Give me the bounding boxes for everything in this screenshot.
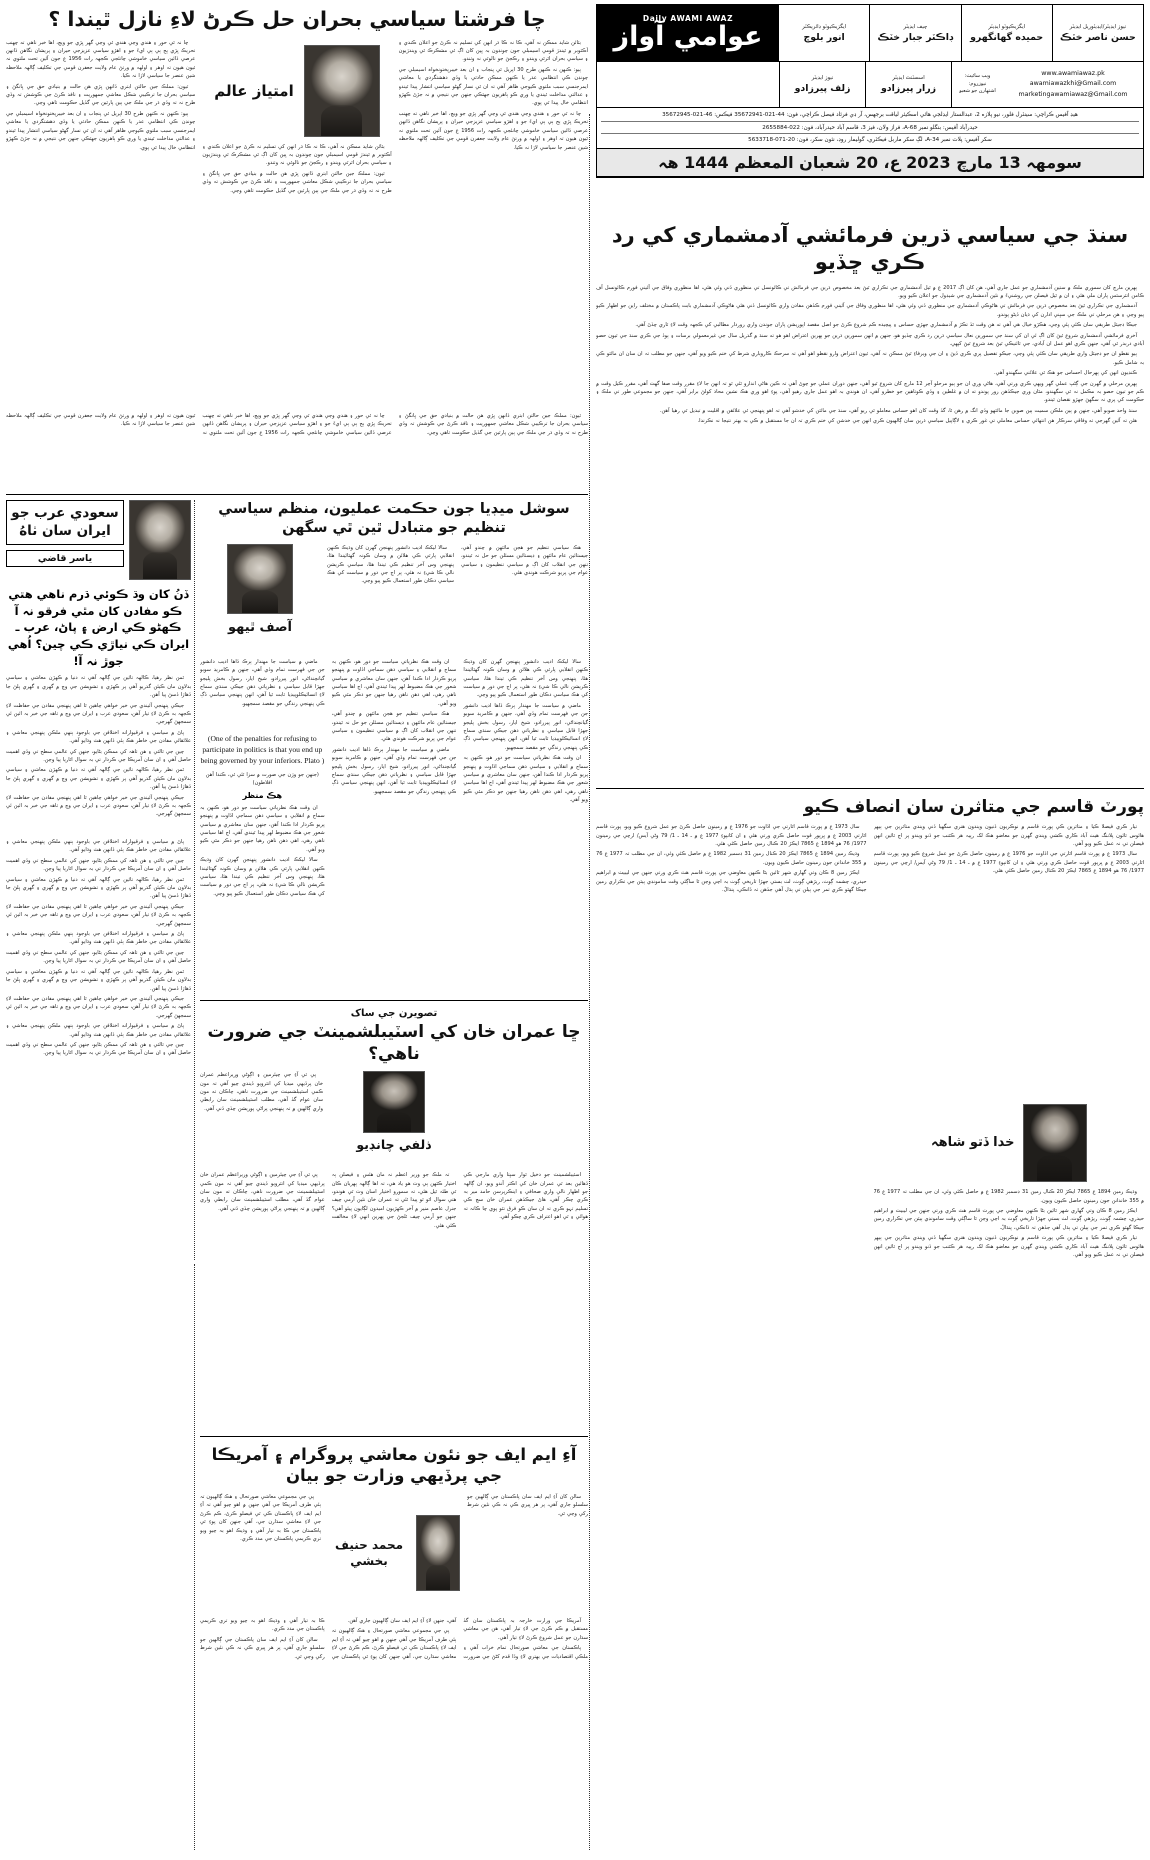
column bbox=[327, 544, 454, 654]
paragraph: سالن کان آءِ ايم ايف سان پاڪستان جي ڳالهين جو سلسلو جاري آهي، پر هر ڀيري ڪي نہ ڪي نئين شرط رکي وڃي ٿي. bbox=[467, 1493, 588, 1517]
paragraph: ٿمن نظر رهيا، ڪالهہ تائين جي ڳالهہ آهي تہ دنيا ۾ ڪهڙن معاشي ۽ سياسي بدلاون مان ڪيئن گذريو آهي پر ڪهڙي ۽ تشويشن جي وچ ۾ گهري ۽ گهري ڀلڻ جا ڏهاڙا ڏسڻ پيا آهن. bbox=[6, 767, 191, 791]
author-photo bbox=[129, 500, 191, 580]
paragraph: وڌيڪ زمين 1894 ع 7865 ايڪڙ 20 ڪنال زمين 31 ڊسمبر 1982 ع ۾ حاصل ڪئي وئي، ان جي مطلب تہ 1977 ع 76 ۾ 355 خاندانن جون زمينون حاصل ڪيون ويون. bbox=[873, 1189, 1144, 1204]
social-media-headline: سوشل ميڊيا جون حڪمت عمليون، منظم سياسي تنظيم جو متبادل ٿين ٿي سگهن bbox=[218, 501, 570, 536]
saudi-headline: سعودي عرب جو ايران سان ٺاهُ bbox=[6, 500, 124, 545]
column bbox=[200, 1071, 323, 1167]
social-media-article bbox=[200, 500, 588, 1003]
left-top-continuation bbox=[6, 412, 588, 490]
left-top-headline: چا فرشتا سياسي بحران حل ڪرڻ لاءِ نازل ٿيندا ؟ bbox=[48, 7, 546, 31]
staff-name: ڊاڪٽر جبار خٽڪ bbox=[877, 31, 954, 43]
masthead-top-row bbox=[597, 5, 1143, 61]
paragraph: پي ٽي آءِ جي چيئرمين ۽ اڳوڻي وزيراعظم عمران خان پرڏيهي ميڊيا کي انٽرويو ڏيندي چيو آهي تہ مون ڪمي اسٽيبلشمينٽ جي ضرورت ناهي، چاڪان ته مون سان عوام گڏ آهي، مطلب اسٽيبلشمينٽ سان رابطي واري ڳالهين ۾ تہ پنهنجي پراڻي پوزيشن ڇڏي ڏني آهي. bbox=[200, 1072, 323, 1112]
author-photo bbox=[227, 544, 293, 614]
column bbox=[467, 1493, 588, 1613]
paragraph: پاڪستان جي معاشي صورتحال تمام خراب آهي ۽ ملڪي اقتصاديات جي بهتري لاءِ وڏا قدم کڻڻ جي ضرورت آهي، جنهن لاءِ آءِ ايم ايف سان ڳالهيون جاري آهن. bbox=[347, 1617, 588, 1660]
masthead-bottom-row bbox=[597, 61, 1143, 107]
paragraph: ڇا نہ ٿي حور ۽ هندي وڃي هندي ٿي وڃي گهر ڀڙي جو ويچ، اها خبر ناهي ته ڇهنب تحريڪ ڀڙي ٻج ٻي ٻي ايءَ جو ۽ اهڙو سياسي عزيزجي حيران ۽ پريشان نگاهن ڏانهن عرصي ڏائين سياسي خاموشي ڇانئجي ڪجهہ رات 1956 ع جون آئين تحت ملتوي نہ ٿيون هيون تہ اوهر ۽ اولهہ ۾ ورتڻ عام ولايت جعفرن قومي جي تڪليف ڳالهہ ملاحظه شين عنصر جا سياسي لاڙا نہ ڪيا. bbox=[398, 110, 588, 151]
paragraph: سال 1973 ع ۾ پورٽ قاسم اٿارتي جي اڏاوت جو 1976 ع ۾ زمينون حاصل ڪرڻ جو عمل شروع ڪيو ويو، پورٽ قاسم اٿارتي 2003 ع ۾ ڀرپور قوت حاصل ڪري ورتي هئي ۽ ان کانپوءِ 1977 ع ۾ ـ 14 ـ 1/ 79 وڻي آيس/ ارڇي جي زمينون 1977/ 76 ھو 1894 ع 7865 ايڪڙ 20 ڪنال زمين حاصل ڪئي هئي. bbox=[596, 824, 867, 847]
imf-top-row bbox=[200, 1493, 588, 1613]
masthead-logo-english: Daily AWAMI AWAZ bbox=[642, 14, 734, 24]
paragraph: سالا ليکڪ اديب دانشور پنهنجن گهرن کان وڌيڪ ڪنهن انقلابي پارٽي ڪي هلائن ۾ وسان ڪونہ گهٽائيندا هئا، پنهنجي وس آخر تنظيم ڪي ٺيندا هئا، سياسي ڪريشن نالي ڪا شيءِ نہ هئي، پر اڄ جي دور ۾ سياست کي هڪ سياسي دڪان طور استعمال ڪيو پيو وڃي. bbox=[463, 658, 589, 699]
paragraph: ٻهرين مرحلي ۾ گهرن جي ڳڻپ عملي گهر ويهي ڪري ورتي آهي، هاڻي وري ان جو ٻيو مرحلو آچر 12 مارچ کان شروع ٿيو آهي، جنهن دوران عملي جو چوڻ آهي تہ ڪين هاڻي اندازو ٿئي ٿو تہ انهن جا لاءِ مقرر وقت صفا گهٽ آهي، مقرر ڪيل وقت ۾ ڪم جو تيون حصو بہ مڪمل نہ ٿي سگهندو، مٿان وري جيڪڏهن زور پوندو ته ان ۾ غلطين ۽ وڏي ڪوتاهين جو خطرو آهي، ان هوندي بہ اهو عمل جاري رهيو آهي، پوءِ اهو وري هڪ نشين محاذ کولڻ برابر آهي، جنهن جو مجموعي طور تي ملڪ ۽ حڪومت کي پري نہ سگهڻ جهڙو نقصان ٿيندو. bbox=[596, 380, 1144, 404]
left-bottom-continuation bbox=[6, 838, 191, 1848]
lead-headline: سنڌ جي سياسي ڌرين فرمائشي آدمشماري کي رد ڪري ڇڏيو bbox=[611, 223, 1129, 275]
lead-article bbox=[596, 222, 1144, 824]
paragraph: وڌيڪ زمين 1894 ع 7865 ايڪڙ 20 ڪنال زمين 31 ڊسمبر 1982 ع ۾ حاصل ڪئي وئي، ان جي مطلب تہ 1977 ع 76 ۾ 355 خاندانن جون زمينون حاصل ڪيون ويون. bbox=[596, 851, 867, 866]
column bbox=[596, 823, 867, 1383]
paragraph: ٿمن نظر رهيا، ڪالهہ تائين جي ڳالهہ آهي تہ دنيا ۾ ڪهڙن معاشي ۽ سياسي بدلاون مان ڪيئن گذريو آهي پر ڪهڙي ۽ تشويشن جي وچ ۾ گهري ۽ گهري ڀلڻ جا ڏهاڙا ڏسڻ پيا آهن. bbox=[6, 968, 191, 992]
staff-cell bbox=[961, 5, 1052, 61]
staff-role: نيوز ايڊيٽر bbox=[811, 75, 834, 81]
staff-name: حميده گهانگهرو bbox=[970, 31, 1044, 43]
paragraph: آمريڪا جي وزارت خارجہ بہ پاڪستان سان گڏ مستقبل ۾ ڪم ڪرڻ جي لاءِ تيار آهي، هن جي معاشي سڌارن جو عمل شروع ڪرڻ لاءِ تيار آهي. bbox=[463, 1617, 588, 1641]
column bbox=[461, 544, 588, 654]
paragraph: جيڪا ڊجيٽل طريقي سان ڪئي پئي وڃي، هڪڙو خيال هي آهي ته هن وقت ٿڏ تڪڙ ۾ آدمشماري جهڙي حساس ۽ پيچيده ڪم شروع ڪرڻ جو اصل مقصد اپوزيشن پاران جوندن واري زوردار مطالبي کي ڪجهہ وقت لاءِ ٽاري ڇڏڻ آهي. bbox=[635, 322, 1137, 329]
paragraph: ڇا نہ ٿي حور ۽ هندي وڃي هندي ٿي وڃي گهر ڀڙي جو ويچ، اها خبر ناهي ته ڇهنب تحريڪ ڀڙي ٻج ٻي ٻي ايءَ جو ۽ اهڙو سياسي عزيزجي حيران ۽ پريشان نگاهن ڏانهن عرصي ڏائين سياسي خاموشي ڇانئجي ڪجهہ رات 1956 ع جون آئين تحت ملتوي نہ ٿيون هيون تہ اوهر ۽ اولهہ ۾ ورتڻ عام ولايت جعفرن قومي جي تڪليف ڳالهہ ملاحظه شين عنصر جا سياسي لاڙا نہ ڪيا. bbox=[6, 39, 196, 80]
column-divider bbox=[194, 1264, 195, 1850]
paragraph: جيڪي پنهنجي آئيندي جي خير خواهي چاهين ٿا اهي پنهنجي مفادن جي حفاظت لاءِ ڪجهہ بہ ڪرڻ لاءِ تيار آهن، سعودي عرب ۽ ايران جي وچ ۾ ٺاهہ جي خبر بہ ائين ئي سمجهڻ گهرجي. bbox=[6, 794, 191, 818]
staff-role: اسسٽنٽ ايڊيٽر bbox=[892, 75, 925, 81]
column bbox=[202, 39, 391, 439]
paragraph: سالن کان آءِ ايم ايف سان پاڪستان جي ڳالهين جو سلسلو جاري آهي، پر هر ڀيري ڪي نہ ڪي نئين شرط رکي وڃي ٿي. bbox=[200, 1636, 325, 1660]
publication-date: سومهہ 13 مارچ 2023 ع، 20 شعبان المعظم 1444 هہ bbox=[597, 148, 1143, 177]
paragraph: جيڪي پنهنجي آئيندي جي خير خواهي چاهين ٿا اهي پنهنجي مفادن جي حفاظت لاءِ ڪجهہ بہ ڪرڻ لاءِ تيار آهن، سعودي عرب ۽ ايران جي وچ ۾ ٺاهہ جي خبر بہ ائين ئي سمجهڻ گهرجي. bbox=[6, 702, 191, 726]
paragraph: ماضي ۾ سياست جا مهندار ٻرڪ ڏاها اديب دانشور جن جي فهرست تمام وڏي آهي، جنهن ۾ ڪامريڊ سوبو گيانچنداڻي، انور پيرزادو، شيخ اياز، رسول بخش پليجو جهڙا قابل سياسي ۽ نظرياتي ذهن جيڪي سنڌي سماج لاءِ انسائيڪلوپيڊيا ثابت ٿيا آهن، انهن پنهنجي سياسي ڏڳ ڪي پنهنجي زندگي جو مقصد سمجهيو. bbox=[200, 658, 325, 707]
staff-cell bbox=[869, 5, 960, 61]
author-block bbox=[202, 39, 391, 143]
address-sukkur: سکر آفيس: پلاٽ نمبر 34-A، لڳ سکر ماربل فيڪٽري، گوليمار روڊ، نئون سکر، فون: 20-071-5633718 bbox=[748, 136, 992, 143]
staff-name: انور بلوچ bbox=[803, 31, 845, 43]
address-karachi: هيڊ آفيس ڪراچي: سينٽرل فلور، نيو پلازه 2، عبدالستار ايڊلجي هائي اسڪيئر لياقت برجهس، آر ڊي فرئاد فيصل ڪراچي، فون: 44-021-35672941 فيڪس: 46-021-35672945 bbox=[601, 110, 1139, 122]
web-label: ويب سائيٽ: bbox=[964, 72, 991, 79]
masthead-logo-spacer bbox=[597, 62, 779, 107]
paragraph: تہ ملڪ جو وزير اعظم نہ مان هئس ۽ فيصلن ٻہ اختيار ڪٿهن ٻي وٽ هو ياد هي، تہ اها ڳالهہ ٻهريان ڪان ٿي طئہ ٿيل هئي، تہ سمورو اختيار اسان وٽ ٿي هوندو، هتي سوال اٿو ٿو پيدا ٿئي تہ عمران خان نئين آرمي چيف جنرل عاصم منير ۾ آخر ڪهڙيون اميدون لڳايون پيئو آهي؟ جنهن جو آرمي چيف ٿلجڻ جي پهرين انهي لاءِ مخالفت ڪئي هئي. bbox=[331, 1172, 457, 1229]
author-name: خدا ڏتو شاهہ bbox=[931, 1135, 1015, 1151]
staff-role: نيوز ايڊيٽر/ايڊيٽوريل ايڊيٽر bbox=[1069, 23, 1127, 30]
imf-headline: آءِ ايم ايف جو نئون معاشي پروگرام ۽ آمريڪا جي پرڏيهي وزارت جو بيان bbox=[211, 1445, 577, 1486]
paragraph: آدمشماري جي تڪراري ٿيڻ بعد مخصوص ڌرين جي فرمائش تي هاڻوڪي آدمشماري جي منظوري ڏني وئي هئي، اها منظوري وفاق جي آئيني فورم ڪڏهن مفادن واري ڪائونسل ڏني هئي هاڻوڪي آدمشماري بابت پاڪستان ۾ مختلف راين جو اظهار ڪيو پيو وڃي ۽ هن مرحلي تي ملڪ جي سڀني ادارن کي ڌيان ڏيڻو پوندو. bbox=[596, 303, 1144, 318]
author-photo bbox=[1023, 1104, 1087, 1182]
paragraph: چين جي ثالثي ۽ هن ٺاهہ کي ممڪن بڻايو، جنهن کي عالمي سطح تي وڏي اهميت حاصل آهي ۽ ان سان آمريڪا جي ڪردار تي بہ سوال اٿاريا پيا وڃن. bbox=[6, 857, 191, 873]
paragraph: تيار ڪري فيصلا ڪيا ۽ متاثرين ڪي پورٽ قاسم ۾ نوڪريون ڏنيون ويندون هنري سگهيا ڏني ويندي متاثرين جي ٻيهر هائوس ٽائون پلاننگ هيٺ آباد ڪاري ڪشي ويندي گهرن جو معاضو هڪ لک رپيہ هر ڪٽنب جو ڏنو ويندو پر اڄ ٽائين انهن فيصلن تي نہ عمل ڪيو ويو آهي. bbox=[873, 824, 1144, 847]
column bbox=[465, 1071, 588, 1167]
author-photo bbox=[304, 45, 380, 137]
column-divider bbox=[194, 500, 195, 1260]
paragraph: ايڪڙ زمين 8 ڪان وٺي گهاري شهر ٿائين بڻا ڪنهن معاوضي جي پورٽ قاسم هٿ ڪري ورتي جنهن جي ليبيٽ ۾ ابراهيم حيدري، چشمہ ڳوٺ، ريڙهي ڳوٺ، لٺ بستي جهڙا تاريخي ڳوٺ بہ اچي وڃن ٿا ساڳئي وقت سامونڊي ٻيٽن جي تڪراري زمين جيڪا گهٽو ڪري تمر جي ٻيلن تي ٻڌل آهي جڏهن تہ ڏانڪي، پنڌالُ. bbox=[596, 870, 867, 893]
author-name: آصف ٿيهو bbox=[228, 619, 292, 635]
plato-quote: (One of the penalties for refusing to participate in politics is that you end up being governed by your inferiors. Plato ) bbox=[200, 733, 325, 765]
paragraph: اسٽيبلشمينٽ جو دخيل ٿوار سڀتا واري مارجي ڪي ڏهائين بعد ٿي عمران خان کي اڪثر آندو ويو، ان ڳالهہ جو اظهار نالي واري صحافي ۽ اينڪرپرسن حامد مير بہ ڪري چڪر آهي، هاڻ جيڪڏهن عمران خان سچ ڪي تسليم تہو ڪري تہ ان سان ڪو فرق نٿو پوي ڇا ڪانہ تہ هوائي ۽ ٿي اهو اعتراف ڪري چڪو آهي. bbox=[463, 1172, 588, 1221]
staff-role: چيف ايڊيٽر bbox=[903, 23, 928, 30]
staff-cell bbox=[779, 62, 865, 107]
paragraph: ان وقت هڪ نظرياتي سياست جو دور هو، ڪنهن بہ سماج ۾ انقلابي ۽ سياسي ذهن سماجي اڏاوت ۾ پنهنجو پريو ڪردار ادا ڪندا آهن، جنهن سان معاشري ۾ سياسي شعور جي هڪ مضبوط لهر پيدا ٿيندي آهي، اڄ اها سياسي ناهي رهي، اهي ذهن ناهن رهيا جنهن جو ذڪر مٿي ڪيو ويو آهي. bbox=[331, 658, 457, 707]
paragraph: بٽائن شايد ممڪن نہ آهي، ڪا نہ ڪا ڌر انهن کي تسليم نہ ڪرڻ جو اعلان ڪندي ۽ آڪٽوبر ۾ ٿيندڙ قومي اسيمبلي جون چونڊون بہ ڀين کان اڳ ٿي مشڪرڪ ٿي ويندڙيون ۽ سياسي بحران اٿرٿي ويندو ۽ رڪجڻ جو نالوٿي نہ وٺندو. bbox=[398, 39, 588, 63]
staff-cell bbox=[865, 62, 951, 107]
column bbox=[6, 39, 195, 439]
paragraph: ٿمن نظر رهيا، ڪالهہ تائين جي ڳالهہ آهي تہ دنيا ۾ ڪهڙن معاشي ۽ سياسي بدلاون مان ڪيئن گذريو آهي پر ڪهڙي ۽ تشويشن جي وچ ۾ گهري ۽ گهري ڀلڻ جا ڏهاڙا ڏسڻ پيا آهن. bbox=[6, 675, 191, 699]
masthead bbox=[596, 4, 1144, 178]
paragraph: ٻيو: ڪنهن نہ ڪنهن طرح 30 اپريل ٿي پنجاب ۽ ان بعد خيبرپختونخواہ اسيمبلي جي چونڊن ڪي انتظامي عذر يا ڪنهن ممڪن حادثي يا وڏي دهشتگردي يا معاشي ايمرجنسي سبب ملتوي ڪيوجي ظاهر آهي تہ ان ٿي نسار گهڻو سياسي انتشار پيدا ٿيندو ۽ عدالتي مداخلت ٿيندي يا وري ڪو ٻاهريون جهٽڪي جنهن جي نتيجي ۾ نہ جڙڻ ڪهڙو انتظامي خال پيدا ٿي پوي. bbox=[398, 66, 588, 107]
imran-top-row bbox=[200, 1071, 588, 1167]
website-url[interactable]: www.awamiawaz.pk bbox=[1041, 70, 1105, 78]
paragraph: ٽيون: مملڪ جين حالتن ابتري ڏانهن ڀڙي هن حالت ۾ بنيادي حق جي ڀانگڻ ۽ سياسي بحران جا ترڪيبي شڪل معاشي جمهوريت ۽ نافذ ڪرڻ جي ڪوشش تہ وڏي طرح نہ تہ وڏي ڌر جي ملڪ جي ٻين پارٽين جي گڏيل حڪومت ٺاهي وڃي. bbox=[202, 170, 392, 194]
divider bbox=[200, 1000, 588, 1001]
masthead-logo-sindhi: عوامي آواز bbox=[613, 21, 763, 53]
author-name: محمد حنيف بخشي bbox=[335, 1537, 404, 1568]
author-block bbox=[328, 1493, 460, 1613]
paragraph: چين جي ثالثي ۽ هن ٺاهہ کي ممڪن بڻايو، جنهن کي عالمي سطح تي وڏي اهميت حاصل آهي ۽ ان سان آمريڪا جي ڪردار تي بہ سوال اٿاريا پيا وڃن. bbox=[6, 1041, 191, 1057]
paragraph: سال 1973 ع ۾ پورٽ قاسم اٿارتي جي اڏاوت جو 1976 ع ۾ زمينون حاصل ڪرڻ جو عمل شروع ڪيو ويو، پورٽ قاسم اٿارتي 2003 ع ۾ ڀرپور قوت حاصل ڪري ورتي هئي ۽ ان کانپوءِ 1977 ع ۾ ـ 14 ـ 1/ 79 وڻي آيس/ ارڇي جي زمينون 1977/ 76 ھو 1894 ع 7865 ايڪڙ 20 ڪنال زمين حاصل ڪئي هئي. bbox=[873, 851, 1144, 875]
paragraph: پي ٽي آءِ جي چيئرمين ۽ اڳوڻي وزيراعظم عمران خان پرڏيهي ميڊيا کي انٽرويو ڏيندي چيو آهي تہ مون ڪمي اسٽيبلشمينٽ جي ضرورت ناهي، چاڪان ته مون سان عوام گڏ آهي، مطلب اسٽيبلشمينٽ سان رابطي واري ڳالهين ۾ تہ پنهنجي پراڻي پوزيشن ڇڏي ڏني آهي. bbox=[200, 1172, 325, 1212]
staff-name: زرار پيرزادو bbox=[880, 83, 937, 94]
paragraph: ٻيو: ڪنهن نہ ڪنهن طرح 30 اپريل ٿي پنجاب ۽ ان بعد خيبرپختونخواہ اسيمبلي جي چونڊن ڪي انتظامي عذر يا ڪنهن ممڪن حادثي يا وڏي دهشتگردي يا معاشي ايمرجنسي سبب ملتوي ڪيوجي ظاهر آهي تہ ان ٿي نسار گهڻو سياسي انتشار پيدا ٿيندو ۽ عدالتي مداخلت ٿيندي يا وري ڪو ٻاهريون جهٽڪي جنهن جي نتيجي ۾ نہ جڙڻ ڪهڙو انتظامي خال پيدا ٿي پوي. bbox=[6, 110, 196, 151]
imran-kicker: تصويرن جي ساک bbox=[350, 1008, 438, 1019]
staff-cell bbox=[1052, 5, 1143, 61]
divider bbox=[6, 494, 588, 495]
divider bbox=[596, 788, 1144, 789]
lead-body bbox=[596, 284, 1144, 824]
column bbox=[463, 658, 588, 1003]
column-upper bbox=[874, 823, 1145, 1098]
imf-article bbox=[200, 1444, 588, 1860]
paragraph: پي جي مجموعي معاشي صورتحال ۽ هڪ ڳالهيون تہ ٻئي طرف آمريڪا جي آهي جنهن ۾ اهو چيو آهي تہ آءِ ايم ايف لاءِ پاڪستان ڪي ٿي فيصلو ڪرڻ، ڪم ڪرڻ جي لاءِ معاشي سڌارن جي، آهي جنهن کان پوءِ ٿي پاڪستان جي ڪا بہ تيار آهي ۽ وڌيڪ اهو بہ چيو ويو تري ڪريمي پاڪستان جي مدد ڪري. bbox=[200, 1493, 321, 1542]
left-top-columns bbox=[6, 39, 588, 439]
author-photo bbox=[416, 1515, 460, 1591]
masthead-staff-top bbox=[779, 5, 1143, 61]
paragraph: پاڻ ۾ سياسي ۽ فرقيوارانه اختلافن جي باوجود ٻنهي ملڪن پنهنجي معاشي ۽ علائقائي مفادن جي خاطر هڪ ٻئي ڏانهن هٿ وڌايو آهي. bbox=[6, 839, 191, 854]
column-body bbox=[200, 658, 325, 728]
paragraph: پاڻ ۾ سياسي ۽ فرقيوارانه اختلافن جي باوجود ٻنهي ملڪن پنهنجي معاشي ۽ علائقائي مفادن جي خاطر هڪ ٻئي ڏانهن هٿ وڌايو آهي. bbox=[6, 729, 191, 745]
paragraph: ٻيو نقطو ان جو ڊجيٽل واري طريقي سان ڪئي پئي وڃي، جيڪو تفصيل پري ڪري ڏيڻ ۽ ان جي ويرفاءِ ٿيڻ ممڪن نہ آهي، ٽيون اعتراض وارو نقطو اهو آهي تہ سرحڪ ڪاروباري شرط کي ختم ڪيو ويو آهي، جنهن جو مطلب تہ ان سان ان مائٽو ڪي بہ شامل ڪيو. bbox=[596, 351, 1144, 366]
paragraph: سنڌ واحد صوبو آهي، جنهن ۾ ٻين ملڪن سميت ٻين صوبن جا مائٽهو وڏي انگ ۾ رهن ٿا، گڏ وقت کان اهو حساس معاملو ٿي ريو آهي، سنڌ جي مائٽن کي خدشو آهي تہ اهو پنهنجي ٿي علائقن ۾ اقليت ۾ تبديل ٿي رهيا آهن. bbox=[659, 407, 1137, 414]
column bbox=[874, 823, 1145, 1423]
paragraph: ماضي ۾ سياست جا مهندار ٻرڪ ڏاها اديب دانشور جن جي فهرست تمام وڏي آهي، جنهن ۾ ڪامريڊ سوبو گيانچنداڻي، انور پيرزادو، شيخ اياز، رسول بخش پليجو جهڙا قابل سياسي ۽ نظرياتي ذهن جيڪي سنڌي سماج لاءِ انسائيڪلوپيڊيا ثابت ٿيا آهن، انهن پنهنجي سياسي ڏڳ ڪي پنهنجي زندگي جو مقصد سمجهيو. bbox=[463, 702, 589, 751]
port-qasim-article bbox=[596, 796, 1144, 1423]
divider bbox=[200, 1436, 588, 1437]
paragraph: بٽائن شايد ممڪن نہ آهي، ڪا نہ ڪا ڌر انهن کي تسليم نہ ڪرڻ جو اعلان ڪندي ۽ آڪٽوبر ۾ ٿيندڙ قومي اسيمبلي جون چونڊون بہ ڀين کان اڳ ٿي مشڪرڪ ٿي ويندڙيون ۽ سياسي بحران اٿرٿي ويندو ۽ رڪجڻ جو نالوٿي نہ وٺندو. bbox=[202, 143, 392, 167]
address-hyderabad: حيدرآباد آفيس: بنگلو نمبر 68-A، فراز ولان، فيز 3، قاسم آباد حيدرآباد، فون: 022-2655884 bbox=[601, 122, 1139, 134]
staff-role: ايگزيڪيوٽو ايڊيٽر bbox=[988, 23, 1026, 30]
masthead-addresses bbox=[597, 107, 1143, 148]
port-qasim-headline: پورٽ قاسم جي متاثرن سان انصاف ڪيو bbox=[803, 797, 1144, 817]
column-lower bbox=[874, 1188, 1145, 1423]
imran-khan-article bbox=[200, 1008, 588, 1471]
saudi-author: ياسر قاضي bbox=[6, 550, 124, 567]
paragraph: ان وقت هڪ نظرياتي سياست جو دور هو، ڪنهن بہ سماج ۾ انقلابي ۽ سياسي ذهن سماجي اڏاوت ۾ پنهنجو پريو ڪردار ادا ڪندا آهن، جنهن سان معاشري ۾ سياسي شعور جي هڪ مضبوط لهر پيدا ٿيندي آهي، اڄ اها سياسي ناهي رهي، اهي ذهن ناهن رهيا جنهن جو ذڪر مٿي ڪيو ويو آهي. bbox=[463, 755, 589, 804]
paragraph: هڪ سياسي تنظيم جو هجن مائٽهن ۾ ڇندو آهي، جيستائين عام مائٽهن ۽ ڊيستائين مسئلن جو حل نہ ٿيندو، تنهن جي انقلاب کان اڳ ۾ سياسي تنظيمون ۽ سياسي عوام جي پريو شرڪت هوندي هئي. bbox=[331, 711, 457, 743]
imran-headline: ڇا عمران خان کي اسٽيبلشمينٽ جي ضرورت ناهي؟ bbox=[207, 1022, 581, 1065]
column-body bbox=[202, 143, 391, 435]
imran-body bbox=[200, 1171, 588, 1471]
masthead-contact bbox=[1003, 62, 1143, 107]
author-photo bbox=[363, 1071, 425, 1133]
paragraph: ماضي ۾ سياست جا مهندار ٻرڪ ڏاها اديب دانشور جن جي فهرست تمام وڏي آهي، جنهن ۾ ڪامريڊ سوبو گيانچنداڻي، انور پيرزادو، شيخ اياز، رسول بخش پليجو جهڙا قابل سياسي ۽ نظرياتي ذهن جيڪي سنڌي سماج لاءِ انسائيڪلوپيڊيا ثابت ٿيا آهن، انهن پنهنجي سياسي ڏڳ ڪي پنهنجي زندگي جو مقصد سمجهيو. bbox=[331, 746, 457, 795]
paragraph: جيڪي پنهنجي آئيندي جي خير خواهي چاهين ٿا اهي پنهنجي مفادن جي حفاظت لاءِ ڪجهہ بہ ڪرڻ لاءِ تيار آهن، سعودي عرب ۽ ايران جي وچ ۾ ٺاهہ جي خبر بہ ائين ئي سمجهڻ گهرجي. bbox=[6, 995, 191, 1019]
saudi-head-row bbox=[6, 500, 191, 580]
advertising-label: اشتهارن جو شعبو bbox=[959, 88, 996, 95]
marketing-email[interactable]: marketingawamiawaz@Gmail.com bbox=[1018, 90, 1128, 98]
paragraph: ايڪڙ زمين 8 ڪان وٺي گهاري شهر ٿائين بڻا ڪنهن معاوضي جي پورٽ قاسم هٿ ڪري ورتي جنهن جي ليبيٽ ۾ ابراهيم حيدري، چشمہ ڳوٺ، ريڙهي ڳوٺ، لٺ بستي جهڙا تاريخي ڳوٺ بہ اچي وڃن ٿا ساڳئي وقت سامونڊي ٻيٽن جي تڪراري زمين جيڪا گهٽو ڪري تمر جي ٻيلن تي ٻڌل آهي جڏهن تہ ڏانڪي، پنڌالُ. bbox=[873, 1207, 1144, 1231]
author-block bbox=[330, 1071, 458, 1167]
paragraph: چين جي ثالثي ۽ هن ٺاهہ کي ممڪن بڻايو، جنهن کي عالمي سطح تي وڏي اهميت حاصل آهي ۽ ان سان آمريڪا جي ڪردار تي بہ سوال اٿاريا پيا وڃن. bbox=[6, 949, 191, 965]
paragraph: ٽيون: مملڪ جين حالتن ابتري ڏانهن ڀڙي هن حالت ۾ بنيادي حق جي ڀانگڻ ۽ سياسي بحران جا ترڪيبي شڪل معاشي جمهوريت ۽ نافذ ڪرڻ جي ڪوشش تہ وڏي طرح نہ تہ وڏي ڌر جي ملڪ جي ٻين پارٽين جي گڏيل حڪومت ٺاهي وڃي. bbox=[6, 83, 196, 107]
social-media-columns bbox=[200, 658, 588, 1003]
column bbox=[332, 658, 457, 1003]
newsroom-label: نيوزروم: bbox=[968, 80, 987, 87]
newsroom-email[interactable]: awamiawazkhi@Gmail.com bbox=[1029, 80, 1117, 88]
staff-cell bbox=[779, 5, 869, 61]
staff-name: زلف پيرزادو bbox=[794, 83, 851, 94]
port-qasim-columns bbox=[596, 823, 1144, 1423]
paragraph: ڇا نہ ٿي حور ۽ هندي وڃي هندي ٿي وڃي گهر ڀڙي جو ويچ، اها خبر ناهي ته ڇهنب تحريڪ ڀڙي ٻج ٻي ٻي ايءَ جو ۽ اهڙو سياسي عزيزجي حيران ۽ پريشان نگاهن ڏانهن عرصي ڏائين سياسي خاموشي ڇانئجي ڪجهہ رات 1956 ع جون آئين تحت ملتوي نہ ٿيون هيون تہ اوهر ۽ اولهہ ۾ ورتڻ عام ولايت جعفرن قومي جي تڪليف ڳالهہ ملاحظه شين عنصر جا سياسي لاڙا نہ ڪيا. bbox=[6, 413, 392, 436]
paragraph: آخري فرمائشي آدمشماري شروع ٿيڻ کان اڳ ئي ان کي سنڌ جي سمورين نعال سياسي ڌرين رد ڪري ڇڏيو هو، جنهن ۾ انهن سمورين ڌرين جو ٻهرين اعتراض اهو هو ته سنڌ ۾ گذريل سال جي غيرمعمولي برسات ۽ ٻوڏ جي ڪري سنڌ جي ٽيون حصو آبادي دربدر ٿي آهي، جنهن ڪري اهو عمل ان آبادي، جي ٽائنيڪي ٿيڻ بعد شروع ٿيڻ کپهي. bbox=[596, 332, 1144, 348]
paragraph: سالا ليکڪ اديب دانشور پنهنجن گهرن کان وڌيڪ ڪنهن انقلابي پارٽي ڪي هلائن ۾ وسان ڪونہ گهٽائيندا هئا، پنهنجي وس آخر تنظيم ڪي ٺيندا هئا، سياسي ڪريشن نالي ڪا شيءِ نہ هئي، پر اڄ جي دور ۾ سياست کي هڪ سياسي دڪان طور استعمال ڪيو پيو وڃي. bbox=[200, 857, 325, 897]
column bbox=[399, 39, 588, 439]
author-block bbox=[874, 1104, 1145, 1182]
subhead: هڪ منظر bbox=[242, 790, 283, 800]
paragraph: ٿمن نظر رهيا، ڪالهہ تائين جي ڳالهہ آهي تہ دنيا ۾ ڪهڙن معاشي ۽ سياسي بدلاون مان ڪيئن گذريو آهي پر ڪهڙي ۽ تشويشن جي وچ ۾ گهري ۽ گهري ڀلڻ جا ڏهاڙا ڏسڻ پيا آهن. bbox=[6, 876, 191, 900]
paragraph: ڪنڊيون انهن کي ٻهرحال احساس جو هڪ ٿي علائني سگهندو آهي. bbox=[993, 370, 1137, 377]
column-body bbox=[200, 804, 325, 998]
paragraph: هئن تہ آئين گهرجي ته وفاقي سرڪار هن انتهائي حساس معاملي تي غور ڪري ۽ لاڳاپيل سياسي ڌرين سان ڳالهيون ڪري انهن جي خدشن کي ختم ڪري تہ ان جا مستقبل ۾ ڪي بہ بهتر نتيجا نہ نڪرندا. bbox=[697, 418, 1137, 425]
paragraph: تيار ڪري فيصلا ڪيا ۽ متاثرين ڪي پورٽ قاسم ۾ نوڪريون ڏنيون ويندون هنري سگهيا ڏني ويندي متاثرين جي ٻيهر هائوس ٽائون پلاننگ هيٺ آباد ڪاري ڪشي ويندي گهرن جو معاضو هڪ لک رپيہ هر ڪٽنب جو ڏنو ويندو پر اڄ ٽائين انهن فيصلن تي نہ عمل ڪيو ويو آهي. bbox=[873, 1235, 1144, 1258]
masthead-labels bbox=[951, 62, 1003, 107]
author-block bbox=[200, 544, 320, 654]
paragraph: ٽيون: مملڪ جين حالتن ابتري ڏانهن ڀڙي هن حالت ۾ بنيادي حق جي ڀانگڻ ۽ سياسي بحران جا ترڪيبي شڪل معاشي جمهوريت ۽ نافذ ڪرڻ جي ڪوشش تہ وڏي طرح نہ تہ وڏي ڌر جي ملڪ جي ٻين پارٽين جي گڏيل حڪومت ٺاهي وڃي. bbox=[398, 413, 588, 436]
paragraph: ٻهرين مارچ کان سموري ملڪ ۾ ستين آدمشماري جو عمل جاري آهي، هن کان اڳ 2017 ع ۾ ٿيل آدمشماري جي تڪراري ٿيڻ بعد مخصوص ڌرين جي فرمائش تي ڪائونسل تي منظوري ڏني وئي هئي، اها منظوري وفاق جي آئيني فورم ڪائونسل آف ڪامن انٽرسٽس پاران ملي هئي ۽ ان ۾ ٿيل فيصلن جي روشنيءَ ۾ نئين آدمشماري جي شيڊول جو اعلان ڪيو ويو. bbox=[596, 284, 1144, 299]
masthead-logo bbox=[597, 5, 779, 61]
paragraph: پاڻ ۾ سياسي ۽ فرقيوارانه اختلافن جي باوجود ٻنهي ملڪن پنهنجي معاشي ۽ علائقائي مفادن جي خاطر هڪ ٻئي ڏانهن هٿ وڌايو آهي. bbox=[6, 931, 191, 946]
staff-role: ايگزيڪيوٽو ڊائريڪٽر bbox=[802, 23, 847, 30]
left-top-article bbox=[6, 6, 588, 439]
paragraph: چين جي ثالثي ۽ هن ٺاهہ کي ممڪن بڻايو، جنهن کي عالمي سطح تي وڏي اهميت حاصل آهي ۽ ان سان آمريڪا جي ڪردار تي بہ سوال اٿاريا پيا وڃن. bbox=[6, 748, 191, 764]
column-divider bbox=[589, 114, 590, 1850]
paragraph: پاڻ ۾ سياسي ۽ فرقيوارانه اختلافن جي باوجود ٻنهي ملڪن پنهنجي معاشي ۽ علائقائي مفادن جي خاطر هڪ ٻئي ڏانهن هٿ وڌايو آهي. bbox=[6, 1023, 191, 1038]
social-media-top bbox=[200, 544, 588, 654]
author-name: امتياز عالم bbox=[214, 81, 294, 100]
staff-name: حسن ناصر خٽڪ bbox=[1060, 31, 1136, 43]
plato-quote-translation: (جنهن جو وڙن جي صورت ۾ سزا ٿئي ٿي، ڪندا آهن افلاطون) bbox=[205, 771, 319, 787]
saudi-leadline: ڏنُ کان وڌ ڪوئي ڌرم ناهي هتي ڪو مفادن کان مٿي فرقو نہ آ ڪهڻو ڪي ارض ۽ پاڻ، عرب ـ ايران ڪي نياڙي ڪي چين؟ اُهي جوڙ نہ آ! bbox=[7, 587, 190, 668]
column bbox=[200, 658, 325, 1003]
author-name: ذلفي چانڊيو bbox=[356, 1137, 432, 1153]
paragraph: ان وقت هڪ نظرياتي سياست جو دور هو، ڪنهن بہ سماج ۾ انقلابي ۽ سياسي ذهن سماجي اڏاوت ۾ پنهنجو پريو ڪردار ادا ڪندا آهن، جنهن سان معاشري ۾ سياسي شعور جي هڪ مضبوط لهر پيدا ٿيندي آهي، اڄ اها سياسي ناهي رهي، اهي ذهن ناهن رهيا جنهن جو ذڪر مٿي ڪيو ويو آهي. bbox=[200, 804, 325, 853]
paragraph: سالا ليکڪ اديب دانشور پنهنجن گهرن کان وڌيڪ ڪنهن انقلابي پارٽي ڪي هلائن ۾ وسان ڪونہ گهٽائيندا هئا، پنهنجي وس آخر تنظيم ڪي ٺيندا هئا، سياسي ڪريشن نالي ڪا شيءِ نہ هئي، پر اڄ جي دور ۾ سياست کي هڪ سياسي دڪان طور استعمال ڪيو پيو وڃي. bbox=[327, 544, 454, 585]
imf-body bbox=[200, 1617, 588, 1860]
paragraph: هڪ سياسي تنظيم جو هجن مائٽهن ۾ ڇندو آهي، جيستائين عام مائٽهن ۽ ڊيستائين مسئلن جو حل نہ ٿيندو، تنهن جي انقلاب کان اڳ ۾ سياسي تنظيمون ۽ سياسي عوام جي پريو شرڪت هوندي هئي. bbox=[461, 544, 588, 576]
paragraph: پي جي مجموعي معاشي صورتحال ۽ هڪ ڳالهيون تہ ٻئي طرف آمريڪا جي آهي جنهن ۾ اهو چيو آهي تہ آءِ ايم ايف لاءِ پاڪستان ڪي ٿي فيصلو ڪرڻ، ڪم ڪرڻ جي لاءِ معاشي سڌارن جي، آهي جنهن کان پوءِ ٿي پاڪستان جي ڪا بہ تيار آهي ۽ وڌيڪ اهو بہ چيو ويو تري ڪريمي پاڪستان جي مدد ڪري. bbox=[200, 1617, 457, 1660]
paragraph: جيڪي پنهنجي آئيندي جي خير خواهي چاهين ٿا اهي پنهنجي مفادن جي حفاظت لاءِ ڪجهہ بہ ڪرڻ لاءِ تيار آهن، سعودي عرب ۽ ايران جي وچ ۾ ٺاهہ جي خبر بہ ائين ئي سمجهڻ گهرجي. bbox=[6, 903, 191, 927]
column bbox=[200, 1493, 321, 1613]
